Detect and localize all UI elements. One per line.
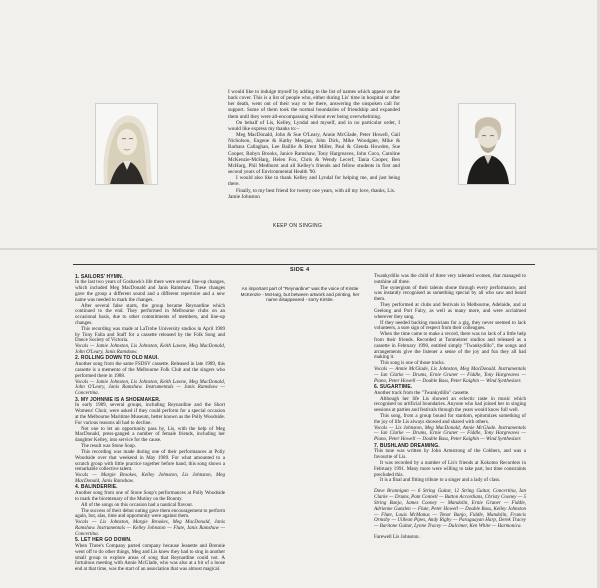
track-heading: 1. SAILORS' HYMN. xyxy=(75,273,124,280)
track-paragraph: Although her life Lis showed an eclectic taste in music which recognised no artificial boundaries. Anyone who had joined her in singing sessions at parties and festivals through the years would know full well. xyxy=(374,395,526,414)
track-heading: 3. MY JOHNNIE IS A SHOEMAKER. xyxy=(75,396,161,403)
note-paragraph-5: Finally, to my best friend for twenty one years, with all my love, thanks, Lis. xyxy=(236,187,396,194)
track-heading: 5. LET HER GO DOWN. xyxy=(75,537,132,544)
track-paragraph: They performed at clubs and festivals in Melbourne, Adelaide, and at Geelong and Port Fairy, as well as many more, and were acclaimed wherever they sang. xyxy=(374,302,526,320)
note-paragraph-1: I would like to indulge myself by adding to the list of names which appear on the back cover. This is a list of people who, either during Lis' time in hospital or after her death, went out of their way to be there, answering the unspoken call for support. Some of them took the normal boundaries of friendship and expanded them until they were all-encompassing without ever being overwhelming. xyxy=(228,89,400,120)
track-credits: Vocals — Lis Johnston, Margie Brookes, Meg MacDonald, Janis Ramshaw. Instrumentals — Kelley Johnston — Flute, Janis Ramshaw — Concertina. xyxy=(75,519,225,537)
track-heading: 4. BALINDERRIE. xyxy=(75,484,118,491)
track-paragraph: Twankydillo was the child of three very talented women, that managed to outshine all three. xyxy=(374,273,526,285)
track-paragraph: After several false starts, the group became Reynardine which continued to the end. They performed in Melbourne clubs on an occasional basis, due to other commitments of members, and line-up changes. xyxy=(75,302,225,326)
track-paragraph: This recording was made during one of their performances at Polly Woodside over that weekend in May 1989. For what amounted to a scratch group with little practice together before hand, this song shows a remarkable collective talent. xyxy=(75,448,225,473)
track-credits: Vocals — Jamie Johnston, Lis Johnston, Keith Lawne, Meg MacDonald, John O'Leary, Janis Ramshaw. xyxy=(75,343,225,356)
track-paragraph: This tune was written by John Armstrong of the Cobbers, and was a favourite of Lis. xyxy=(374,448,526,461)
track-credits: Vocals — Margie Brookes, Kelley Johnston, Lis Johnston, Meg MacDonald, Janis Ramshaw. xyxy=(75,472,225,484)
portrait-woman-image xyxy=(96,104,157,184)
track-paragraph: The success of their debut outing gave them encouragement to perform again, but, alas, time and opportunity were against them. xyxy=(75,507,225,520)
track-notes-right-column xyxy=(374,274,526,541)
track-paragraph: Another song from one of Stone Soup's performances at Polly Woodside to mark the bicentenary of the Mutiny on the Bounty. xyxy=(75,490,225,502)
track-paragraph: It was recorded by a number of Lis's friends at Kokomo Recorders in February 1991. Many more were willing to take part, but time constraints precluded this. xyxy=(374,460,526,478)
note-signature: Jamie Johnston xyxy=(228,193,260,200)
note-thanks-list: Meg MacDonald, John & Sue O'Leary, Annie McGlade, Peter Howell, Gail Nicholson, Eugene & Kathy Meegan, John Dick, Mike Woodgate, Mike & Barbara Callaghan, Lee Baillie & Brent Miller, Paul & Glenda Howden, Sue Cooper, Robyn Brooks, Janice Ramshaw, Tony Hargreaves, John Coco, Caroline McKenzie-McHarg, Helen Fox, Chris & Wendy Lecerf, Tania Cooper, Ben McHarg, Phil Medhurst and all Kelley's friends and fellow students in first and second years of Environmental Health '90. xyxy=(228,132,400,176)
keep-on-singing-line: KEEP ON SINGING xyxy=(273,223,323,229)
note-paragraph-2: On behalf of Lis, Kelley, Lyndal and myself, and in no particular order, I would like express my thanks to:– xyxy=(228,119,400,132)
track-paragraph: This song, from a group bound for stardom, epitomizes something of the joy of life Lis always showed and shared with others. xyxy=(374,413,526,425)
track-heading: 6. SUGARTIME. xyxy=(374,383,413,390)
dedication-note xyxy=(228,89,400,200)
track-paragraph: It is a final and fitting tribute to a singer and a lady of class. xyxy=(380,477,501,484)
track-credits: Dave Brannigan — 6 String Guitar, 12 String Guitar, Concertina, Ian Clarke — Drums, Pam Connell — Button Accordians, Christy Cooney — 5 String Banjo, James Cooney — Mandolin, Ernie Gruner — Fiddle, Adrienne Gunzlen — Flute, Peter Howell — Double Bass, Kelley Johnston — Flute, Louis McManus — Tenor Banjo, Fiddle, Mandolin, Francis Ormsby — Uillean Pipes, Andy Rigby — Paraguayan Harp, Derek Tracey — Baritone Guitar, Lynne Tracey — Dulcimer, Ken White — Harmonica. xyxy=(374,488,526,530)
photo-caption-note: An important part of "Reynardine" was the voice of Kirstie McKenzie - McHarg, but between artwork and printing, her name disappeared - sorry Kirstie. xyxy=(240,286,360,302)
track-credits: Vocals — Annie McGlade, Lis Johnston, Meg MacDonald. Instrumentals — Ian Clarke — Drums, Ernie Gruner — Fiddle, Tony Hargreaves — Piano, Peter Howell — Double Bass, Peter Kaighin — Wind Synthesizer. xyxy=(374,366,526,384)
portrait-photo-woman xyxy=(95,103,158,185)
side-title: SIDE 4 xyxy=(290,267,310,273)
track-paragraph: Farewell Lis Johnston. xyxy=(374,533,420,540)
portrait-man-image xyxy=(459,104,515,184)
track-paragraph: In early 1989, several groups, including Reynardine and the Short Womens' Choir, were asked if they could perform for a special occasion at the Melbourne Maritime Museum, better known as the Polly Woodside. For various reasons all had to decline. xyxy=(75,402,225,426)
track-paragraph: This recording was made at LaTrobe University studios in April 1989 by Tony Falla and Staff for a cassette released by the Folk Song and Dance Society of Victoria. xyxy=(75,325,225,344)
track-notes-left-column xyxy=(75,274,225,573)
track-paragraph: The result was Stone Soup. xyxy=(81,443,137,450)
note-paragraph-4: I would also like to thank Kelley and Lyndal for helping me, and just being there. xyxy=(228,175,400,188)
track-credits: Vocals — Jamie Johnston, Lis Johnston, Keith Lawne, Meg MacDonald, John O'Leary, Janis Ramshaw. Instrumentals — Janis Ramshaw — Concertina. xyxy=(75,378,225,397)
track-paragraph: If they needed backing musicians for a gig, they never seemed to lack volunteers, a sure sign of respect from their colleagues. xyxy=(374,319,526,332)
track-paragraph: When the time came to make a record, there was no lack of a little help from their friends. Recorded at Tonmeister studios and released as a cassette in February 1990, entitled simply "Twankydillo", the songs and arrangements give the listener a sense of the joy and fun they all had making it. xyxy=(374,331,526,361)
track-heading: 2. ROLLING DOWN TO OLD MAUI. xyxy=(75,355,159,362)
portrait-photo-man xyxy=(458,103,516,185)
track-paragraph: In the last two years of Goshawk's life there were several line-up changes, which included Meg MacDonald and Janis Ramshaw. These changes gave the group a different sound and a different repertoire and a new name was needed to mark the changes. xyxy=(75,279,225,303)
track-credits: Vocals — Lis Johnston, Meg MacDonald, Annie McGlade. Instrumentals — Ian Clarke — Drums, Ernie Gruner — Fiddle, Tony Hargreaves — Piano, Peter Howell — Double Bass, Peter Kaighin — Wind Synthesizer. xyxy=(374,424,526,443)
track-paragraph: This song is one of those tracks. xyxy=(380,360,445,367)
track-paragraph: The synergism of their talents shone through every performance, and was instantly recognised as something special by all who saw and heard them. xyxy=(374,284,526,303)
track-paragraph: Another song from the same FSDSV cassette. Released in late 1989, this cassette is a memento of the Melbourne Folk Club and the singers who performed there in 1988. xyxy=(75,361,225,379)
track-paragraph: When Three's Company parted company because Jeanette and Brennie went off to do other things, Meg and Lis knew they had to sing in another small group to explore areas of song that Reynardine could not. A fortuitous meeting with Annie McGlade, who was also at a bit of a loose end at that time, was the start of an association that was almost magical. xyxy=(75,542,225,573)
fold-line xyxy=(0,248,600,250)
track-heading: 7. BUSHLAND DREAMING. xyxy=(374,442,440,449)
track-paragraph: Not one to let an opportunity pass by, Lis, with the help of Meg MacDonald, press-ganged a number of female friends, including her daughter Kelley, into service for the cause. xyxy=(75,425,225,444)
track-paragraph: Another track from the "Twankydillo" cassette. xyxy=(374,389,470,396)
track-paragraph: All of the songs on this occasion had a nautical flavour. xyxy=(81,501,193,508)
side-divider-rule xyxy=(73,264,535,265)
